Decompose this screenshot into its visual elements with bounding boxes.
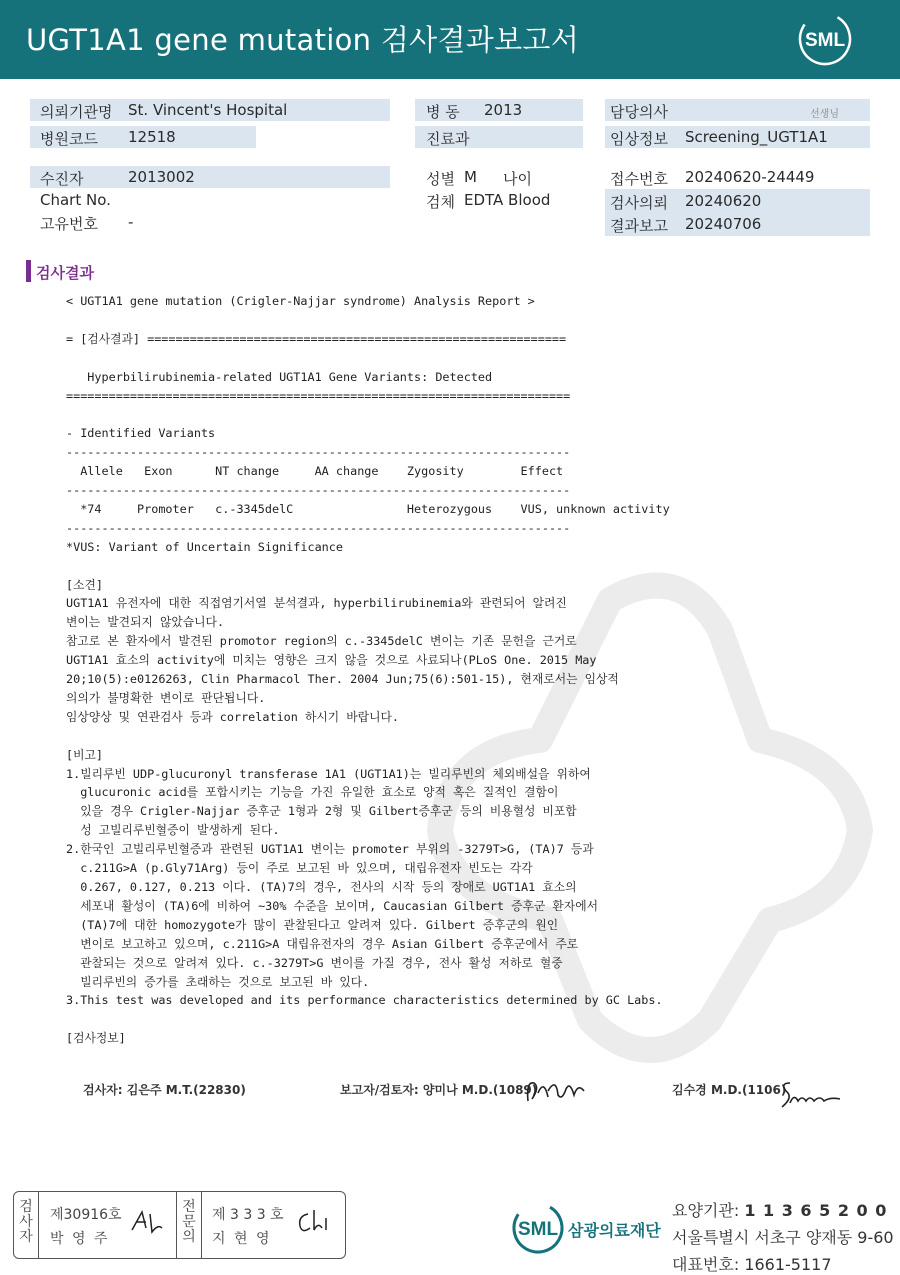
specialist-stamp-label <box>182 1200 196 1245</box>
report-line: c.211G>A (p.Gly71Arg) 등이 주로 보고된 바 있으며, 대립유전자 빈도는 각각 <box>66 861 533 876</box>
report-line: (TA)7에 대한 homozygote가 많이 관찰된다고 알려져 있다. Gilbert 증후군의 원인 <box>66 917 559 932</box>
report-line: 1.빌리루빈 UDP-glucuronyl transferase 1A1 (UGT1A1)는 빌리루빈의 체외배설을 위하여 <box>66 766 591 781</box>
stamp-char: 자 <box>19 1229 33 1245</box>
report-line: = [검사결과] =========================================================== <box>66 331 567 346</box>
organization-name: 삼광의료재단 <box>568 1221 661 1240</box>
specialist-name: 지 현 영 <box>212 1231 272 1247</box>
ward-label: 병 동 <box>426 103 460 121</box>
report-line: UGT1A1 유전자에 대한 직접염기서열 분석결과, hyperbilirubinemia와 관련되어 알려진 <box>66 596 567 611</box>
age-label: 나이 <box>503 170 532 188</box>
specimen-value: EDTA Blood <box>464 191 551 209</box>
report-line <box>66 349 670 368</box>
report-line: ----------------------------------------------------------------------- <box>66 483 571 498</box>
report-line: 0.267, 0.127, 0.213 이다. (TA)7의 경우, 전사의 시작 등의 장애로 UGT1A1 효소의 <box>66 880 577 895</box>
report-line: 의의가 불명확한 변이로 판단됩니다. <box>66 690 266 705</box>
stamp-char: 검 <box>19 1199 33 1215</box>
report-line: 변이로 보고하고 있으며, c.211G>A 대립유전자의 경우 Asian Gilbert 증후군에서 주로 <box>66 936 579 951</box>
hospital-code-label: 병원코드 <box>40 130 98 148</box>
report-line: ----------------------------------------------------------------------- <box>66 445 571 460</box>
institution-value: St. Vincent's Hospital <box>128 101 288 119</box>
report-line: [비고] <box>66 747 103 762</box>
patient-bar <box>30 166 390 188</box>
patient-label: 수진자 <box>40 170 84 188</box>
report-line: 빌리루빈의 증가를 초래하는 것으로 보고된 바 있다. <box>66 974 370 989</box>
report-line: 변이는 발견되지 않았습니다. <box>66 615 225 630</box>
sex-label: 성별 <box>426 170 455 188</box>
phone-line <box>672 1252 894 1275</box>
institution-label: 의뢰기관명 <box>40 103 113 121</box>
section-marker <box>26 260 31 282</box>
specialist-license-number: 제 3 3 3 호 <box>212 1207 284 1223</box>
hospital-code-value: 12518 <box>128 128 176 146</box>
report-line: Hyperbilirubinemia-related UGT1A1 Gene Variants: Detected <box>66 369 493 384</box>
stamp-char: 의 <box>182 1229 196 1245</box>
doctor-signature-image <box>776 1073 846 1113</box>
footer-sml-logo <box>508 1200 568 1256</box>
examiner-name: 박 영 주 <box>50 1231 110 1247</box>
report-line: 성 고빌리루빈혈증이 발생하게 된다. <box>66 823 280 838</box>
unique-value: - <box>128 213 134 231</box>
stamp-char: 전 <box>182 1199 196 1215</box>
doctor-label: 담당의사 <box>610 103 668 121</box>
result-date-label: 결과보고 <box>610 217 668 235</box>
report-line <box>66 727 670 746</box>
institution-code-line <box>672 1198 894 1221</box>
stamp-char: 문 <box>182 1214 196 1230</box>
reporter-signature-label: 보고자/검토자: 양미나 M.D.(1089) <box>340 1083 538 1097</box>
report-line: *74 Promoter c.-3345delC Heterozygous VUS, unknown activity <box>66 501 670 516</box>
report-line: 관찰되는 것으로 알려져 있다. c.-3279T>G 변이를 가질 경우, 전사 활성 저하로 혈중 <box>66 955 563 970</box>
report-line <box>66 311 670 330</box>
sex-value: M <box>464 168 477 186</box>
request-value: 20240620 <box>685 192 762 210</box>
stamp-divider <box>38 1192 39 1258</box>
footer-contact <box>672 1198 894 1275</box>
receipt-value: 20240620-24449 <box>685 168 815 186</box>
report-line: ======================================================================= <box>66 388 571 403</box>
doctor-signature-label: 김수경 M.D.(1106) <box>672 1083 787 1097</box>
report-line: glucuronic acid를 포합시키는 기능을 가진 유일한 효소로 양적 혹은 질적인 결함이 <box>66 785 559 800</box>
clinical-value: Screening_UGT1A1 <box>685 128 828 146</box>
report-line: 임상양상 및 연관검사 등과 correlation 하시기 바랍니다. <box>66 709 399 724</box>
report-title: UGT1A1 gene mutation 검사결과보고서 <box>26 23 580 57</box>
specialist-seal-signature <box>294 1206 334 1236</box>
report-line: *VUS: Variant of Uncertain Significance <box>66 539 343 554</box>
chart-label: Chart No. <box>40 191 111 209</box>
institution-code-label: 요양기관: <box>672 1201 740 1220</box>
section-title: 검사결과 <box>36 264 94 282</box>
report-line: 2.한국인 고빌리루빈혈증과 관련된 UGT1A1 변이는 promoter 부위의 -3279T>G, (TA)7 등과 <box>66 842 594 857</box>
specimen-label: 검체 <box>426 193 455 211</box>
reporter-signature-image <box>522 1071 592 1111</box>
report-line: 3.This test was developed and its performance characteristics determined by GC Labs. <box>66 993 663 1008</box>
report-line: 있을 경우 Crigler-Najjar 증후군 1형과 2형 및 Gilbert증후군 등의 비용혈성 비포합 <box>66 804 577 819</box>
report-line: 세포내 활성이 (TA)6에 비하여 ~30% 수준을 보이며, Caucasian Gilbert 증후군 환자에서 <box>66 898 598 913</box>
report-line: 20;10(5):e0126263, Clin Pharmacol Ther. 2004 Jun;75(6):501-15), 현재로서는 임상적 <box>66 672 619 687</box>
phone-number: 1661-5117 <box>744 1255 832 1274</box>
report-line <box>66 1010 670 1029</box>
stamp-char: 사 <box>19 1214 33 1230</box>
phone-label: 대표번호: <box>672 1255 740 1274</box>
result-date-value: 20240706 <box>685 215 762 233</box>
report-line: - Identified Variants <box>66 426 216 441</box>
sml-logo <box>797 11 853 67</box>
report-line: [소견] <box>66 577 103 592</box>
footer-logo-text: SML <box>517 1219 559 1240</box>
receipt-label: 접수번호 <box>610 170 668 188</box>
examiner-signature-label: 검사자: 김은주 M.T.(22830) <box>83 1083 246 1097</box>
report-line <box>66 405 670 424</box>
examiner-license-number: 제30916호 <box>50 1207 122 1223</box>
report-line: ----------------------------------------------------------------------- <box>66 520 571 535</box>
examiner-stamp-label <box>19 1200 33 1245</box>
institution-code: 1 1 3 6 5 2 0 0 <box>744 1201 888 1220</box>
stamp-divider <box>176 1192 177 1258</box>
request-label: 검사의뢰 <box>610 194 668 212</box>
doctor-suffix: 선생님 <box>810 109 839 120</box>
ward-value: 2013 <box>484 101 523 119</box>
report-line: UGT1A1 효소의 activity에 미치는 영향은 크지 않을 것으로 사료되나(PLoS One. 2015 May <box>66 653 597 668</box>
report-body <box>66 292 670 1048</box>
report-line: Allele Exon NT change AA change Zygosity Effect <box>66 464 564 479</box>
logo-text: SML <box>804 30 846 51</box>
department-label: 진료과 <box>426 130 470 148</box>
report-line: 참고로 본 환자에서 발견된 promotor region의 c.-3345delC 변이는 기존 문헌을 근거로 <box>66 634 577 649</box>
report-line: [검사정보] <box>66 1031 126 1046</box>
unique-label: 고유번호 <box>40 215 98 233</box>
examiner-seal-signature <box>128 1206 168 1236</box>
stamp-divider <box>201 1192 202 1258</box>
report-line <box>66 557 670 576</box>
clinical-label: 임상정보 <box>610 130 668 148</box>
patient-value: 2013002 <box>128 168 195 186</box>
report-line: < UGT1A1 gene mutation (Crigler-Najjar syndrome) Analysis Report > <box>66 294 535 308</box>
address: 서울특별시 서초구 양재동 9-60 <box>672 1228 894 1247</box>
